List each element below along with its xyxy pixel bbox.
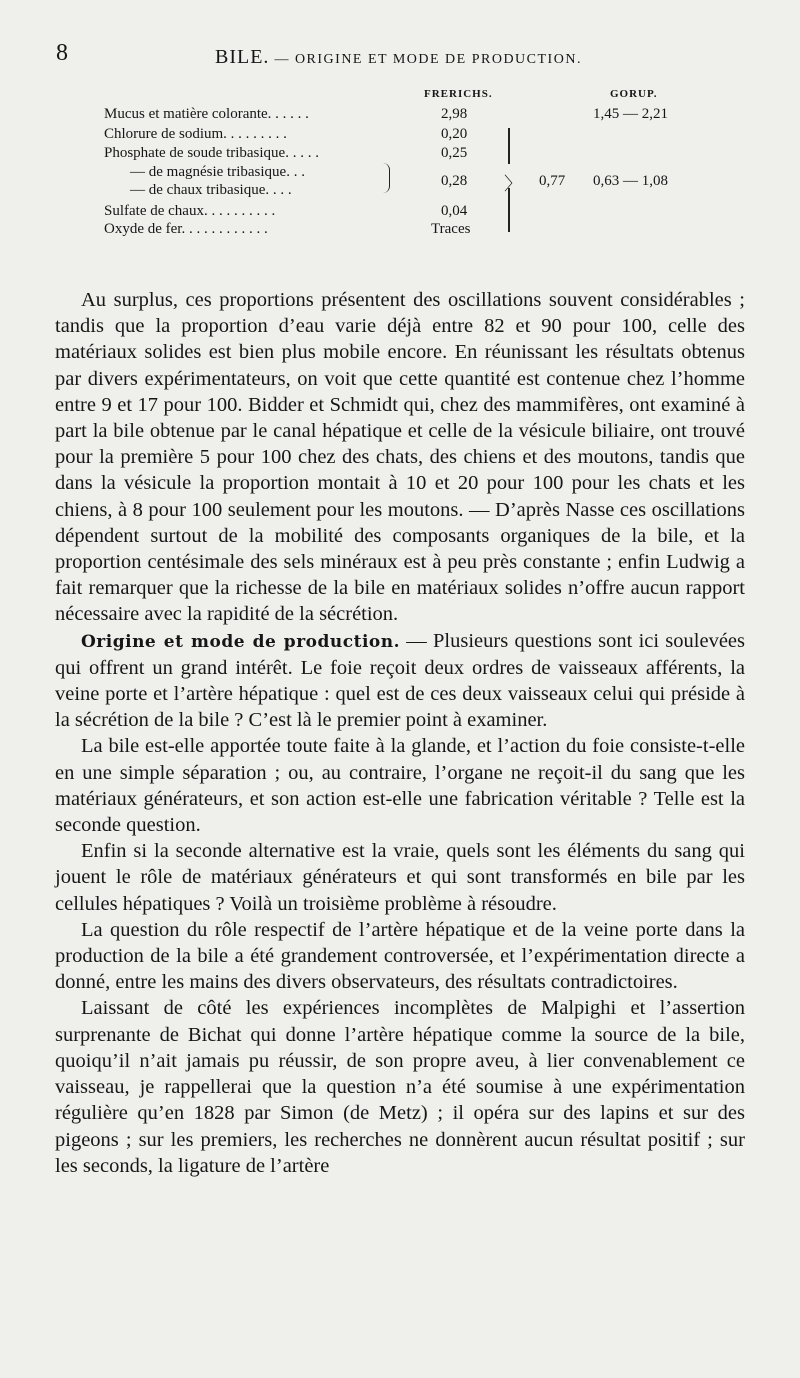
- body-text: [55, 287, 745, 1179]
- table-value-frerichs: 0,20: [441, 126, 468, 142]
- table-row-label: Oxyde de fer. . . . . . . . . . . .: [104, 221, 268, 237]
- paragraph: Au surplus, ces proportions présentent des oscillations souvent considérables ; tandis que la proportion d’eau varie déjà entre 82 et 90 pour 100, celle des matériaux solides est bien plus mobile encore. En réunissant les résultats obtenus par divers expérimentateurs, on voit que cette quantité est contenue chez l’homme entre 9 et 17 pour 100. Bidder et Schmidt qui, chez des mammifères, ont examiné à part la bile obtenue par le canal hépatique et celle de la vésicule biliaire, ont trouvé pour la première 5 pour 100 chez des chats, des chiens et des moutons, tandis que dans la vésicule la proportion montait à 10 et 20 pour 100 pour les chats et les chiens, à 8 pour 100 seulement pour les moutons. — D’après Nasse ces oscillations dépendent surtout de la mobilité des composants organiques de la bile, et la proportion centésimale des sels minéraux est à peu près constante ; enfin Ludwig a fait remarquer que la richesse de la bile en matériaux solides n’offre aucun rapport nécessaire avec la rapidité de la sécrétion.: [55, 289, 745, 626]
- table-value-frerichs: 0,28: [441, 173, 468, 189]
- section-heading: Origine et mode de production.: [81, 631, 401, 652]
- paragraph: [55, 628, 745, 734]
- group-brace-top: [508, 128, 510, 164]
- row-group-brace: [383, 163, 390, 193]
- column-header-frerichs: FRERICHS.: [424, 88, 493, 100]
- column-header-gorup: GORUP.: [610, 88, 658, 100]
- running-head-title: BILE.: [215, 46, 270, 68]
- table-value-gorup-group: 0,77: [539, 173, 566, 189]
- table-value-frerichs: 0,25: [441, 145, 468, 161]
- paragraph: La question du rôle respectif de l’artère hépatique et de la veine porte dans la production de la bile a été grandement controversée, et l’expérimentation directe a donné, entre les mains des divers observateurs, des résultats contradictoires.: [55, 918, 745, 994]
- paragraph: Enfin si la seconde alternative est la vraie, quels sont les éléments du sang qui jouent le rôle de matériaux générateurs et qui sont transformés en bile par les cellules hépatiques ? Voilà un troisième problème à résoudre.: [55, 840, 745, 915]
- running-head-subtitle: — ORIGINE ET MODE DE PRODUCTION.: [269, 52, 582, 67]
- table-row-label: Mucus et matière colorante. . . . . .: [104, 106, 309, 122]
- table-value-gorup: 1,45 — 2,21: [593, 106, 668, 122]
- table-value-frerichs: 2,98: [441, 106, 468, 122]
- group-brace-point: 〉: [504, 174, 522, 194]
- table-value-frerichs: 0,04: [441, 203, 468, 219]
- table-value-frerichs: Traces: [431, 221, 471, 237]
- table-value-gorup-range: 0,63 — 1,08: [593, 173, 668, 189]
- page-number: 8: [56, 40, 68, 66]
- table-row-label: — de magnésie tribasique. . .: [130, 164, 305, 180]
- table-row-label: — de chaux tribasique. . . .: [130, 182, 292, 198]
- composition-table: [0, 0, 800, 260]
- table-row-label: Sulfate de chaux. . . . . . . . . .: [104, 203, 276, 219]
- paragraph: La bile est-elle apportée toute faite à la glande, et l’action du foie consiste-t-elle en une simple séparation ; ou, au contraire, l’organe ne reçoit-il du sang que les matériaux générateurs, et son action est-elle une fabrication véritable ? Telle est la seconde question.: [55, 735, 745, 837]
- paragraph-text: — Plusieurs questions sont ici soulevées qui offrent un grand intérêt. Le foie reçoit deux ordres de vaisseaux afférents, la veine porte et l’artère hépatique : quel est de ces deux vaisseaux celui qui préside à la sécrétion de la bile ? C’est là le premier point à examiner.: [55, 629, 746, 732]
- table-row-label: Chlorure de sodium. . . . . . . . .: [104, 126, 287, 142]
- table-row-label: Phosphate de soude tribasique. . . . .: [104, 145, 319, 161]
- paragraph: Laissant de côté les expériences incomplètes de Malpighi et l’assertion surprenante de Bichat qui donne l’artère hépatique comme la source de la bile, quoiqu’il n’ait jamais pu réussir, de son propre aveu, à lier convenablement ce vaisseau, je rappellerai que la question n’a été soumise à une expérimentation régulière qu’en 1828 par Simon (de Metz) ; il opéra sur des lapins et sur des pigeons ; sur les premiers, les recherches ne donnèrent aucun résultat positif ; sur les seconds, la ligature de l’artère: [55, 997, 745, 1177]
